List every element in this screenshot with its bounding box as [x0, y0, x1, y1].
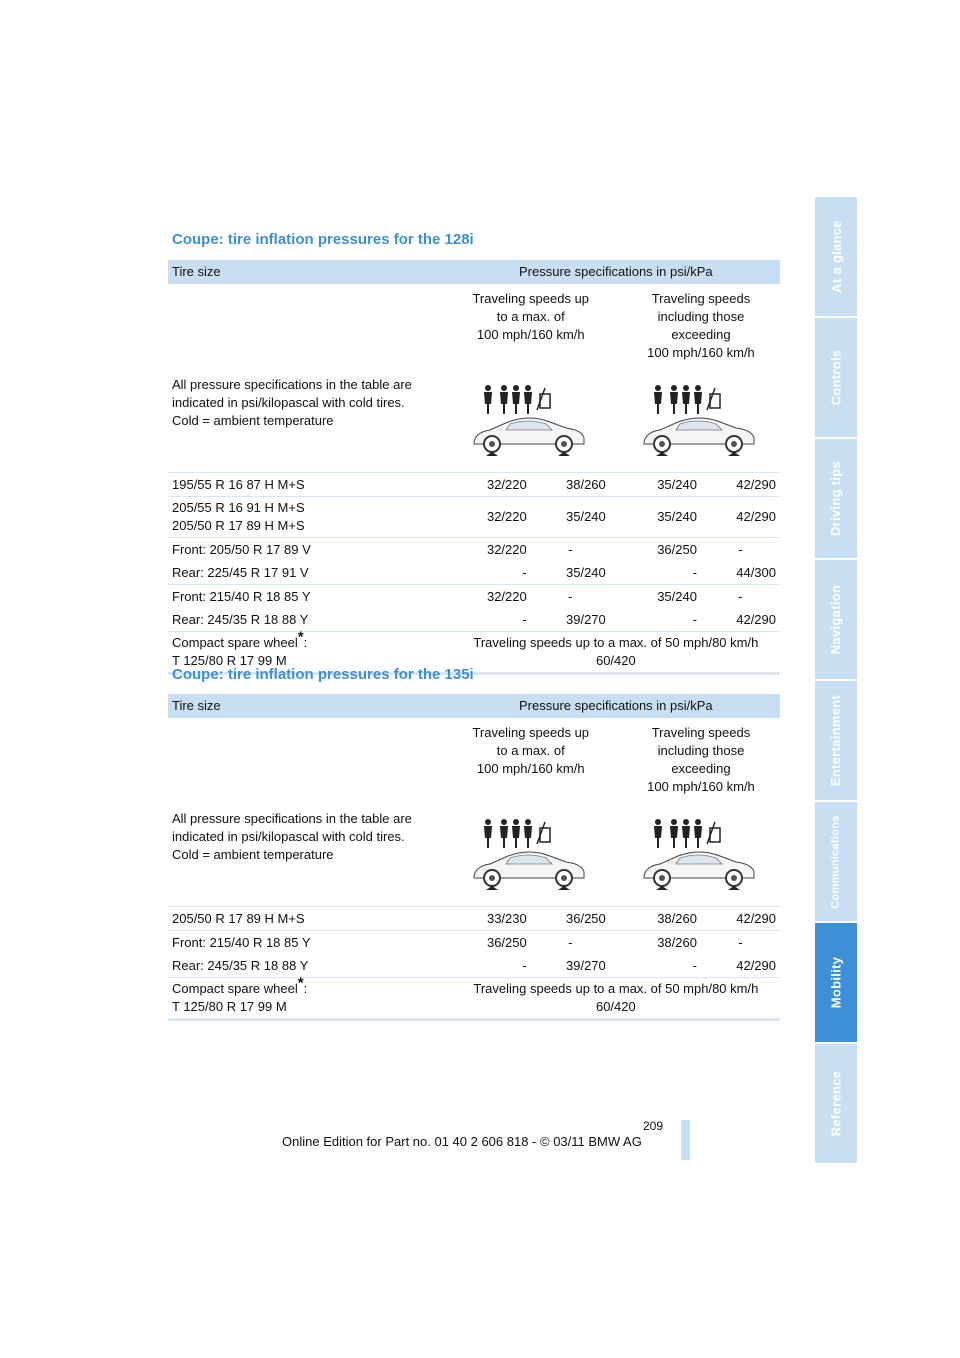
pressure-cell: - — [692, 611, 697, 627]
load-icons-row — [168, 802, 780, 907]
pressure-cell: 39/270 — [566, 957, 606, 973]
table-row — [168, 473, 780, 497]
car-side-icon — [636, 378, 766, 462]
pressure-cell: - — [522, 957, 527, 973]
speed-limited-label: Traveling speeds up to a max. of 100 mph/160 km/h — [472, 725, 590, 776]
pressure-cell: 42/290 — [736, 957, 776, 973]
header-pressure: Pressure specifications in psi/kPa — [452, 260, 780, 284]
tab-controls[interactable]: Controls — [815, 318, 857, 437]
footer-edition: Online Edition for Part no. 01 40 2 606 818 - © 03/11 BMW AG — [282, 1134, 642, 1149]
tab-entertainment[interactable]: Entertainment — [815, 681, 857, 800]
pressure-cell: - — [522, 564, 527, 580]
page-number: 209 — [643, 1119, 664, 1133]
tab-at-a-glance[interactable]: At a glance — [815, 197, 857, 316]
pressure-cell: - — [701, 538, 780, 562]
section-title-135i: Coupe: tire inflation pressures for the 135i — [172, 666, 474, 683]
speed-subheader — [168, 284, 780, 368]
pressure-cell: - — [531, 931, 610, 955]
table-header — [168, 260, 780, 284]
tire-size-cell: Front: 215/40 R 18 85 Y — [168, 585, 452, 609]
person-icon — [484, 385, 492, 414]
pressure-cell: 42/290 — [701, 907, 780, 931]
pressure-cell: 32/220 — [452, 473, 531, 497]
load-icons-row — [168, 368, 780, 473]
tab-communications[interactable]: Communications — [815, 802, 857, 921]
section-title-128i: Coupe: tire inflation pressures for the 128i — [172, 231, 474, 248]
pressure-cell: 38/260 — [622, 907, 701, 931]
pressure-cell: 42/290 — [701, 473, 780, 497]
person-icon — [524, 385, 532, 414]
person-icon — [654, 819, 662, 848]
pressure-cell: 38/260 — [622, 931, 701, 955]
car-side-icon — [466, 812, 596, 896]
car-side-icon — [636, 812, 766, 896]
car-load-icon-high-speed — [622, 802, 780, 907]
header-pressure: Pressure specifications in psi/kPa — [452, 694, 780, 718]
chapter-tabs — [815, 197, 857, 1165]
person-icon — [694, 819, 702, 848]
person-icon — [670, 385, 678, 414]
person-icon — [670, 819, 678, 848]
car-load-icon-high-speed — [622, 368, 780, 473]
table-row — [168, 931, 780, 955]
person-icon — [694, 385, 702, 414]
car-load-icon-normal — [452, 368, 610, 473]
pressure-cell: 33/230 — [452, 907, 531, 931]
speed-exceeding-label: Traveling speeds including those exceeding 100 mph/160 km/h — [647, 725, 755, 794]
pressure-cell: - — [692, 957, 697, 973]
tire-size-cell: Front: 205/50 R 17 89 V — [168, 538, 452, 562]
speed-limited-label: Traveling speeds up to a max. of 100 mph/160 km/h — [472, 291, 590, 342]
person-icon — [524, 819, 532, 848]
tab-navigation[interactable]: Navigation — [815, 560, 857, 679]
tire-size-cell: Rear: 245/35 R 18 88 Y — [172, 611, 309, 627]
cold-tire-note: All pressure specifications in the table are indicated in psi/kilopascal with cold tires. Cold = ambient temperature — [172, 377, 412, 428]
spare-wheel-label: Compact spare wheel*: T 125/80 R 17 99 M — [168, 978, 452, 1020]
pressure-table-135i — [168, 694, 780, 1021]
pressure-cell: 35/240 — [622, 473, 701, 497]
cold-tire-note: All pressure specifications in the table are indicated in psi/kilopascal with cold tires. Cold = ambient temperature — [172, 811, 412, 862]
pressure-cell: 32/220 — [452, 585, 531, 609]
pressure-cell: - — [692, 564, 697, 580]
pressure-cell: 35/240 — [622, 585, 701, 609]
tire-size-cell: Front: 215/40 R 18 85 Y — [168, 931, 452, 955]
spare-wheel-value: Traveling speeds up to a max. of 50 mph/80 km/h 60/420 — [452, 632, 780, 674]
tire-size-cell: 195/55 R 16 87 H M+S — [168, 473, 452, 497]
spare-wheel-value: Traveling speeds up to a max. of 50 mph/80 km/h 60/420 — [452, 978, 780, 1020]
pressure-cell: 32/220 — [452, 497, 531, 538]
pressure-cell: - — [522, 611, 527, 627]
pressure-cell: 39/270 — [566, 611, 606, 627]
pressure-cell: 32/220 — [452, 538, 531, 562]
pressure-cell: - — [531, 585, 610, 609]
page-marker — [681, 1120, 690, 1160]
table-row — [168, 497, 780, 538]
pressure-cell: 35/240 — [531, 497, 610, 538]
pressure-cell: - — [701, 585, 780, 609]
car-side-icon — [466, 378, 596, 462]
tab-mobility[interactable]: Mobility — [815, 923, 857, 1042]
tire-size-cell: Rear: 245/35 R 18 88 Y — [172, 957, 309, 973]
pressure-cell: 38/260 — [531, 473, 610, 497]
person-icon — [654, 385, 662, 414]
tire-size-cell: 205/50 R 17 89 H M+S — [168, 907, 452, 931]
tire-size-cell: Rear: 225/45 R 17 91 V — [172, 564, 309, 580]
pressure-cell: 36/250 — [531, 907, 610, 931]
table-row — [168, 585, 780, 609]
pressure-cell: 44/300 — [736, 564, 776, 580]
table-header — [168, 694, 780, 718]
table-row — [168, 907, 780, 931]
table-row — [168, 538, 780, 562]
pressure-cell: 35/240 — [622, 497, 701, 538]
speed-subheader — [168, 718, 780, 802]
pressure-cell: 42/290 — [736, 611, 776, 627]
pressure-cell: - — [531, 538, 610, 562]
pressure-cell: 36/250 — [622, 538, 701, 562]
pressure-cell: 35/240 — [566, 564, 606, 580]
luggage-icon — [707, 822, 720, 844]
person-icon — [682, 385, 690, 414]
header-tire-size: Tire size — [168, 260, 452, 284]
pressure-cell: 36/250 — [452, 931, 531, 955]
luggage-icon — [537, 388, 550, 410]
person-icon — [500, 819, 508, 848]
pressure-table-128i — [168, 260, 780, 675]
tab-reference[interactable]: Reference — [815, 1044, 857, 1163]
table-row — [168, 561, 780, 585]
spare-wheel-label: Compact spare wheel*: T 125/80 R 17 99 M — [168, 632, 452, 674]
table-row — [168, 608, 780, 632]
pressure-cell: - — [701, 931, 780, 955]
tire-size-cell: 205/55 R 16 91 H M+S 205/50 R 17 89 H M+S — [168, 497, 452, 538]
speed-exceeding-label: Traveling speeds including those exceeding 100 mph/160 km/h — [647, 291, 755, 360]
person-icon — [682, 819, 690, 848]
pressure-cell: 42/290 — [701, 497, 780, 538]
luggage-icon — [707, 388, 720, 410]
person-icon — [484, 819, 492, 848]
spare-wheel-row — [168, 978, 780, 1020]
person-icon — [512, 819, 520, 848]
luggage-icon — [537, 822, 550, 844]
table-row — [168, 954, 780, 978]
person-icon — [500, 385, 508, 414]
tab-driving-tips[interactable]: Driving tips — [815, 439, 857, 558]
header-tire-size: Tire size — [168, 694, 452, 718]
car-load-icon-normal — [452, 802, 610, 907]
person-icon — [512, 385, 520, 414]
